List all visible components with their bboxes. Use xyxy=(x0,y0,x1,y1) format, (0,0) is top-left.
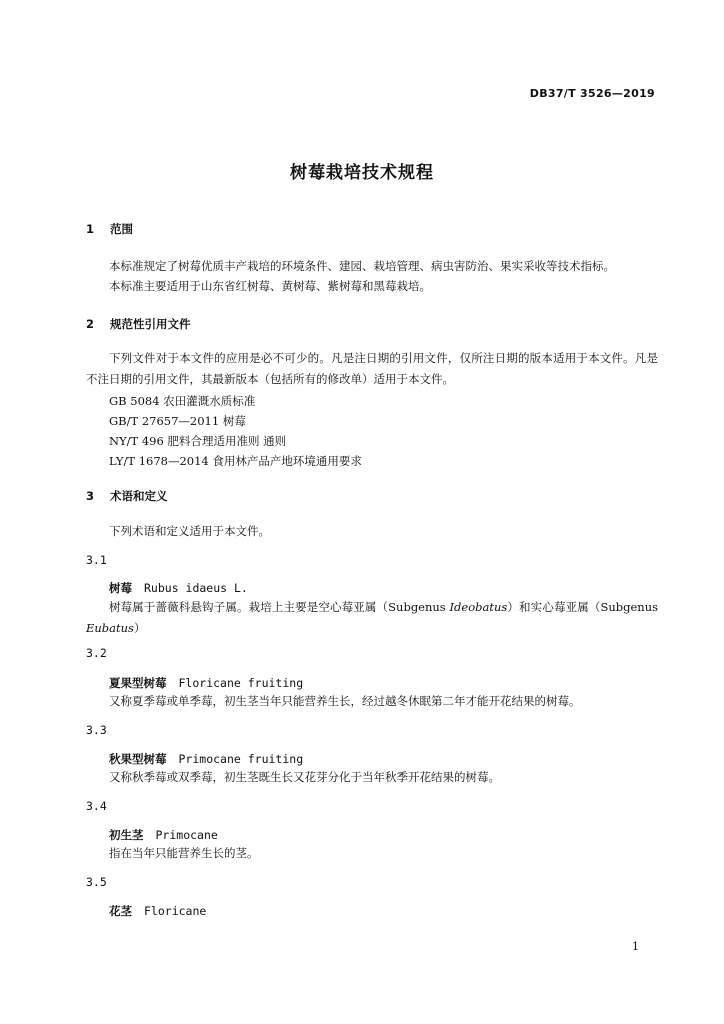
subsection-number: 3.4 xyxy=(86,799,107,813)
term-name: 树莓 xyxy=(109,581,132,595)
subsection-number: 3.1 xyxy=(86,553,107,567)
section-title: 规范性引用文件 xyxy=(110,317,191,331)
term-name: 初生茎 xyxy=(109,828,144,842)
term-definition: 又称夏季莓或单季莓，初生茎当年只能营养生长，经过越冬休眠第二年才能开花结果的树莓。 xyxy=(109,694,581,708)
term-name: 花茎 xyxy=(109,904,132,918)
term-heading xyxy=(109,751,303,767)
reference-item: GB/T 27657—2011 树莓 xyxy=(109,414,246,428)
subsection-number: 3.5 xyxy=(86,875,107,889)
term-name: 夏果型树莓 xyxy=(109,676,167,690)
term-english: Floricane fruiting xyxy=(178,676,304,690)
section-heading xyxy=(86,488,168,504)
section-title: 范围 xyxy=(110,222,134,236)
section-number: 3 xyxy=(86,489,95,503)
term-english: Primocane xyxy=(155,828,218,842)
term-heading xyxy=(109,903,206,919)
reference-item: LY/T 1678—2014 食用林产品产地环境通用要求 xyxy=(109,454,362,468)
subsection-number: 3.2 xyxy=(86,646,107,660)
document-title: 树莓栽培技术规程 xyxy=(290,163,434,183)
body-paragraph: 下列文件对于本文件的应用是必不可少的。凡是注日期的引用文件，仅所注日期的版本适用于本文件。凡是不注日期的引用文件，其最新版本（包括所有的修改单）适用于本文件。 xyxy=(86,351,658,386)
term-heading xyxy=(109,675,303,691)
term-definition: 树莓属于蔷薇科悬钩子属。栽培上主要是空心莓亚属（Subgenus Ideobatus）和实心莓亚属（Subgenus Eubatus） xyxy=(86,600,658,635)
term-name: 秋果型树莓 xyxy=(109,752,167,766)
term-definition: 又称秋季莓或双季莓，初生茎既生长又花芽分化于当年秋季开花结果的树莓。 xyxy=(109,770,500,784)
term-definition: 指在当年只能营养生长的茎。 xyxy=(109,846,259,860)
page-number: 1 xyxy=(632,940,639,953)
term-english: Rubus idaeus L. xyxy=(144,581,248,595)
term-heading xyxy=(109,580,248,596)
subsection-number: 3.3 xyxy=(86,723,107,737)
term-english: Floricane xyxy=(144,904,207,918)
term-english: Primocane fruiting xyxy=(178,752,304,766)
body-text: 下列术语和定义适用于本文件。 xyxy=(109,524,270,538)
reference-item: GB 5084 农田灌溉水质标准 xyxy=(109,394,256,408)
body-text: 本标准主要适用于山东省红树莓、黄树莓、紫树莓和黑莓栽培。 xyxy=(109,279,431,293)
term-heading xyxy=(109,827,218,843)
section-title: 术语和定义 xyxy=(110,489,168,503)
section-number: 1 xyxy=(86,222,95,236)
section-number: 2 xyxy=(86,317,95,331)
section-heading xyxy=(86,221,133,237)
section-heading xyxy=(86,316,191,332)
reference-item: NY/T 496 肥料合理适用准则 通则 xyxy=(109,434,287,448)
body-text: 本标准规定了树莓优质丰产栽培的环境条件、建园、栽培管理、病虫害防治、果实采收等技术指标。 xyxy=(109,259,615,273)
standard-code: DB37/T 3526—2019 xyxy=(529,87,655,100)
